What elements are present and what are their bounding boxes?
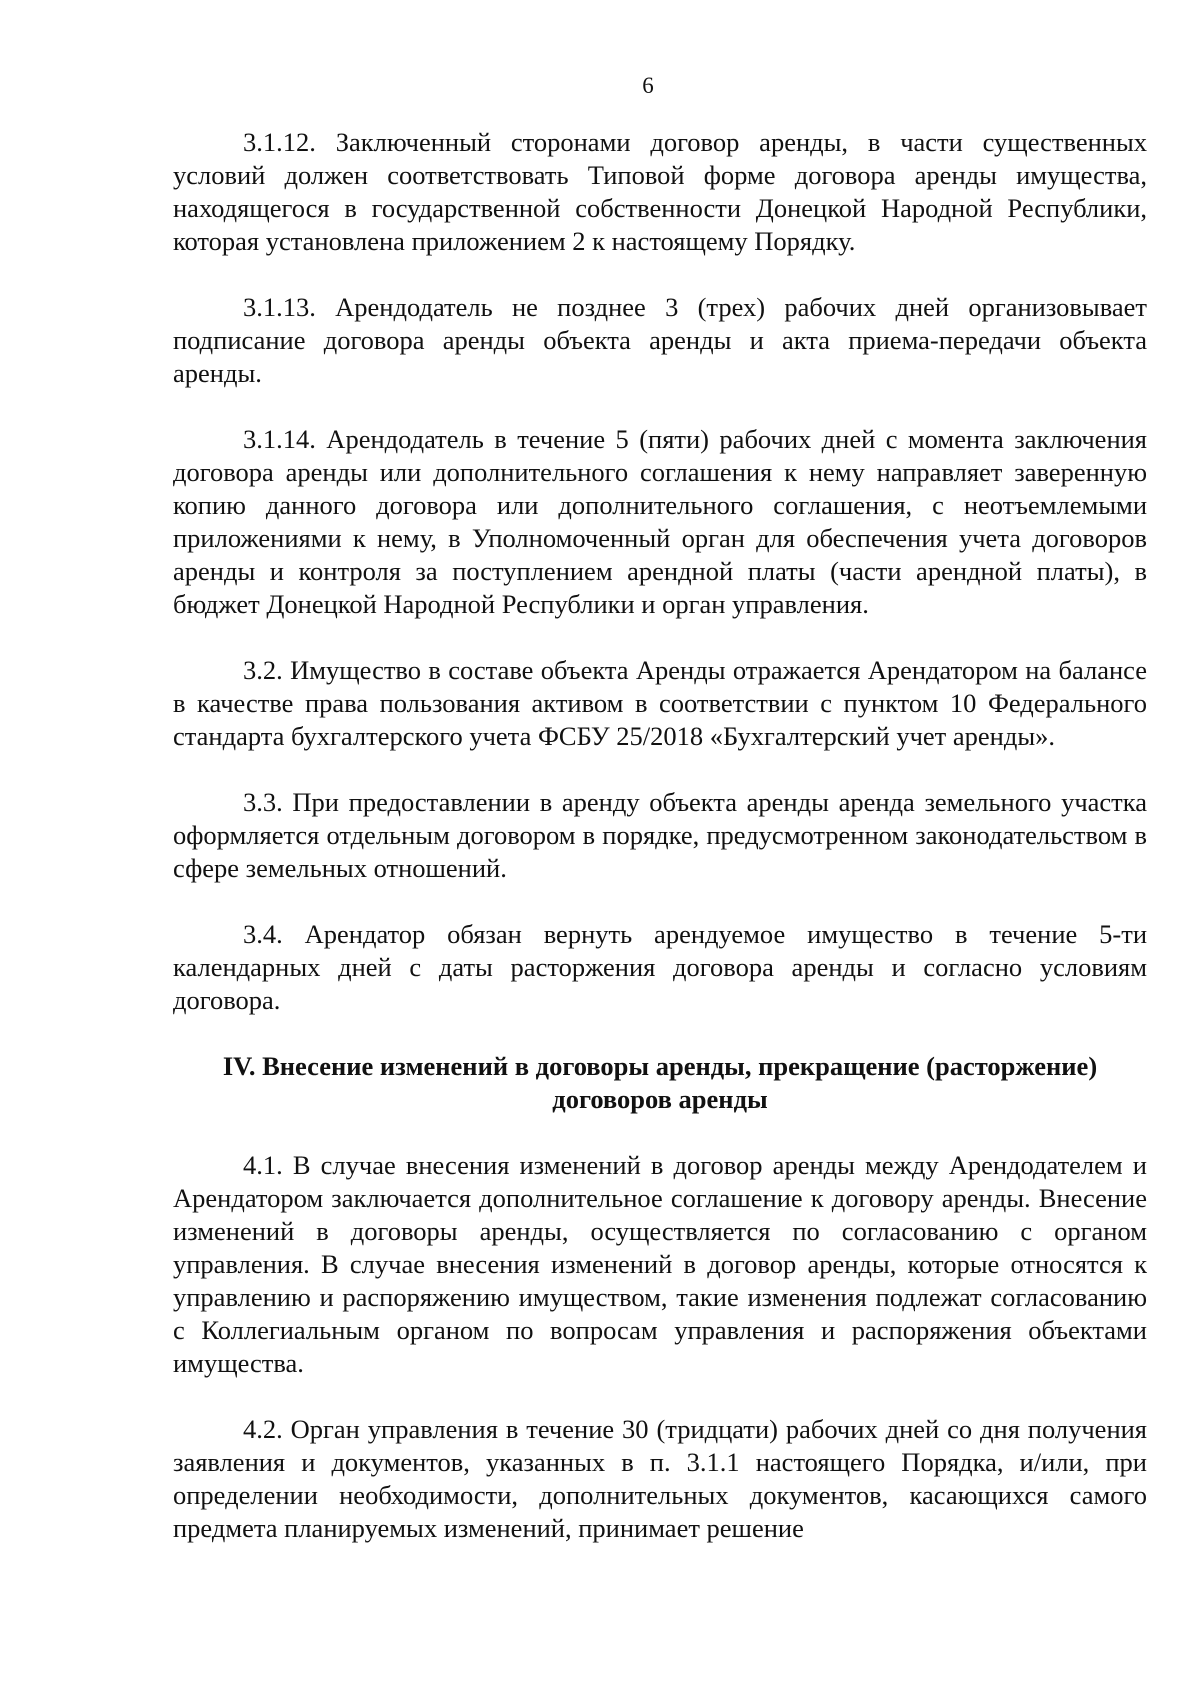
paragraph-3-1-14: 3.1.14. Арендодатель в течение 5 (пяти) рабочих дней с момента заключения договора аренды или дополнительного соглашения к нему направляет заверенную копию данного договора или дополнительного соглашения, с неотъемлемыми приложениями к нему, в Уполномоченный орган для обеспечения учета договоров аренды и контроля за поступлением арендной платы (части арендной платы), в бюджет Донецкой Народной Республики и орган управления. bbox=[173, 424, 1147, 619]
paragraph-3-3: 3.3. При предоставлении в аренду объекта аренды аренда земельного участка оформляется отдельным договором в порядке, предусмотренном законодательством в сфере земельных отношений. bbox=[173, 787, 1147, 883]
paragraph-4-1: 4.1. В случае внесения изменений в договор аренды между Арендодателем и Арендатором заключается дополнительное соглашение к договору аренды. Внесение изменений в договоры аренды, осуществляется по согласованию с органом управления. В случае внесения изменений в договор аренды, которые относятся к управлению и распоряжению имуществом, такие изменения подлежат согласованию с Коллегиальным органом по вопросам управления и распоряжения объектами имущества. bbox=[173, 1150, 1147, 1378]
paragraph-3-4: 3.4. Арендатор обязан вернуть арендуемое имущество в течение 5-ти календарных дней с даты расторжения договора аренды и согласно условиям договора. bbox=[173, 919, 1147, 1015]
section-heading-line-2: договоров аренды bbox=[552, 1084, 768, 1114]
paragraph-3-1-12: 3.1.12. Заключенный сторонами договор аренды, в части существенных условий должен соответствовать Типовой форме договора аренды имущества, находящегося в государственной собственности Донецкой Народной Республики, которая установлена приложением 2 к настоящему Порядку. bbox=[173, 127, 1147, 256]
paragraph-4-2: 4.2. Орган управления в течение 30 (тридцати) рабочих дней со дня получения заявления и документов, указанных в п. 3.1.1 настоящего Порядка, и/или, при определении необходимости, дополнительных документов, касающихся самого предмета планируемых изменений, принимает решение bbox=[173, 1414, 1147, 1543]
section-heading-line-1: IV. Внесение изменений в договоры аренды, прекращение (расторжение) bbox=[222, 1051, 1098, 1081]
paragraph-3-2: 3.2. Имущество в составе объекта Аренды отражается Арендатором на балансе в качестве права пользования активом в соответствии с пунктом 10 Федерального стандарта бухгалтерского учета ФСБУ 25/2018 «Бухгалтерский учет аренды». bbox=[173, 655, 1147, 751]
page-number: 6 bbox=[642, 73, 654, 98]
section-heading-iv bbox=[173, 1050, 1147, 1116]
paragraph-3-1-13: 3.1.13. Арендодатель не позднее 3 (трех) рабочих дней организовывает подписание договора аренды объекта аренды и акта приема-передачи объекта аренды. bbox=[173, 292, 1147, 388]
document-body bbox=[173, 126, 1147, 1545]
